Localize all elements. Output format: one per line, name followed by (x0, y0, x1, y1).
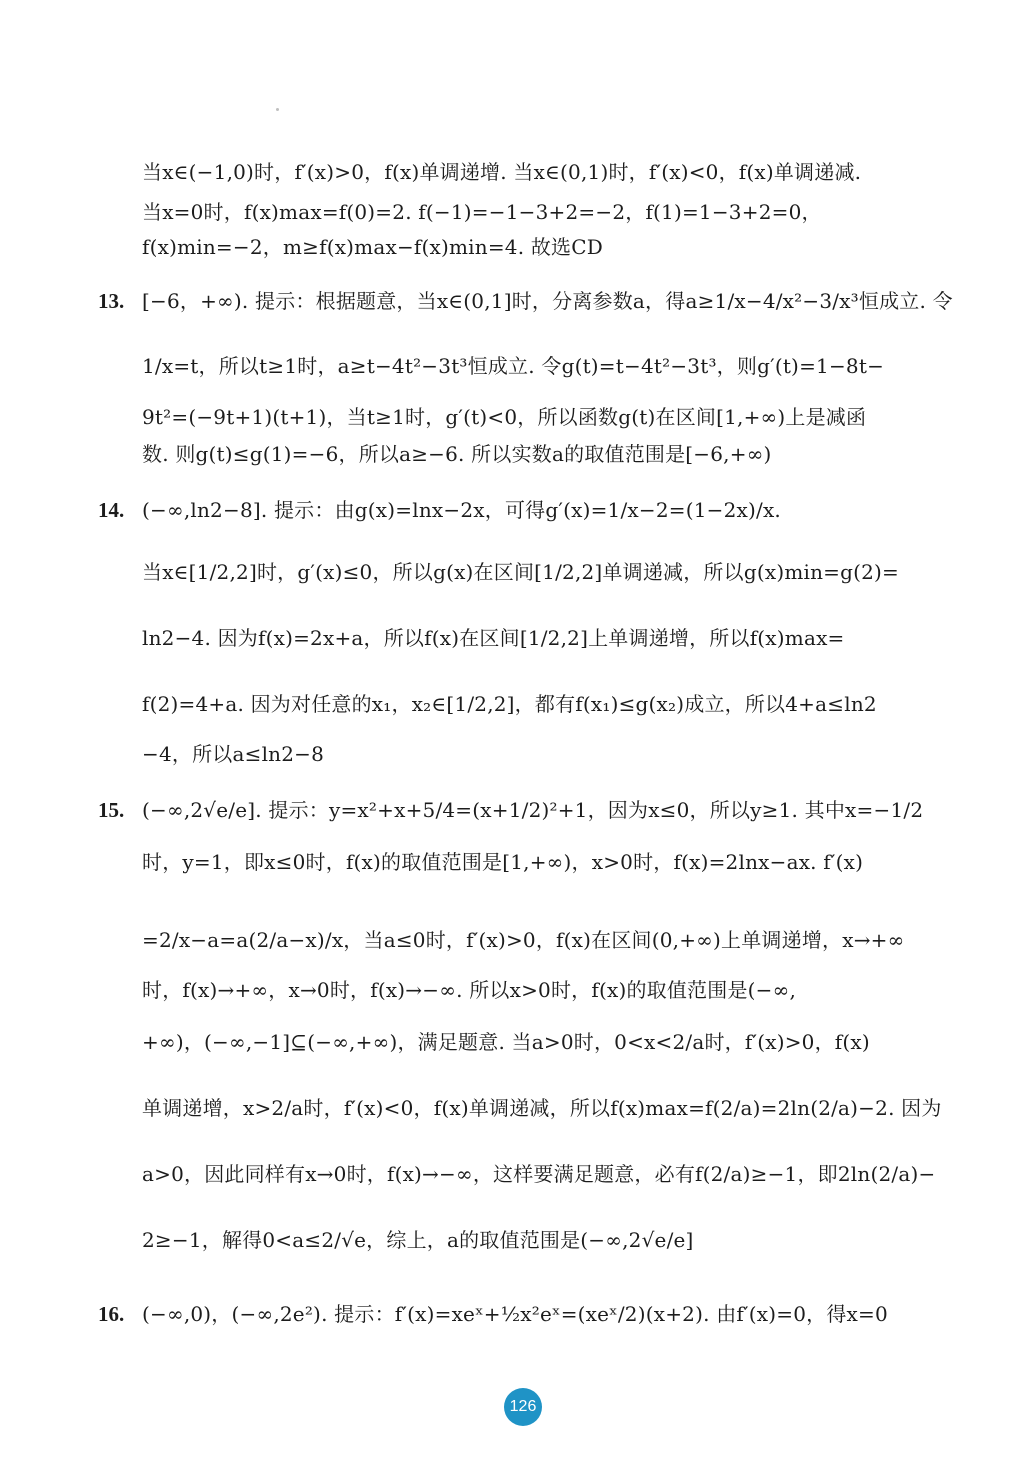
text-line: ln2−4. 因为f(x)=2x+a，所以f(x)在区间[1/2,2]上单调递增，所以f(x)max= (142, 626, 845, 650)
text-line: (−∞,2√e/e]. 提示：y=x²+x+5/4=(x+1/2)²+1，因为x≤0，所以y≥1. 其中x=−1/2 (142, 798, 924, 822)
text-line: 9t²=(−9t+1)(t+1)，当t≥1时，g′(t)<0，所以函数g(t)在区间[1,+∞)上是减函 (142, 405, 867, 429)
text-line: (−∞,ln2−8]. 提示：由g(x)=lnx−2x，可得g′(x)=1/x−2=(1−2x)/x. (142, 498, 781, 522)
text-line: a>0，因此同样有x→0时，f(x)→−∞，这样要满足题意，必有f(2/a)≥−1，即2ln(2/a)− (142, 1162, 936, 1186)
text-line: 当x∈[1/2,2]时，g′(x)≤0，所以g(x)在区间[1/2,2]单调递减，所以g(x)min=g(2)= (142, 560, 900, 584)
text-line: f(x)min=−2，m≥f(x)max−f(x)min=4. 故选CD (142, 235, 603, 259)
text-line: 时，y=1，即x≤0时，f(x)的取值范围是[1,+∞)，x>0时，f(x)=2lnx−ax. f′(x) (142, 850, 864, 874)
text-line: =2/x−a=a(2/a−x)/x，当a≤0时，f′(x)>0，f(x)在区间(0,+∞)上单调递增，x→+∞ (142, 928, 905, 952)
text-line: 单调递增，x>2/a时，f′(x)<0，f(x)单调递减，所以f(x)max=f(2/a)=2ln(2/a)−2. 因为 (142, 1096, 942, 1120)
text-line: [−6，+∞). 提示：根据题意，当x∈(0,1]时，分离参数a，得a≥1/x−4/x²−3/x³恒成立. 令 (142, 289, 953, 313)
question-number: 16. (98, 1302, 125, 1326)
text-line: 时，f(x)→+∞，x→0时，f(x)→−∞. 所以x>0时，f(x)的取值范围是(−∞, (142, 978, 797, 1002)
text-line: 1/x=t，所以t≥1时，a≥t−4t²−3t³恒成立. 令g(t)=t−4t²−3t³，则g′(t)=1−8t− (142, 354, 885, 378)
speck-mark (276, 108, 279, 111)
text-line: f(2)=4+a. 因为对任意的x₁，x₂∈[1/2,2]，都有f(x₁)≤g(x₂)成立，所以4+a≤ln2 (142, 692, 877, 716)
text-line: 2≥−1，解得0<a≤2/√e，综上，a的取值范围是(−∞,2√e/e] (142, 1228, 694, 1252)
question-number: 15. (98, 798, 125, 822)
question-number: 14. (98, 498, 125, 522)
text-line: 数. 则g(t)≤g(1)=−6，所以a≥−6. 所以实数a的取值范围是[−6,+∞) (142, 442, 772, 466)
text-line: (−∞,0)，(−∞,2e²). 提示：f′(x)=xeˣ+½x²eˣ=(xeˣ/2)(x+2). 由f′(x)=0，得x=0 (142, 1302, 888, 1326)
text-line: +∞)，(−∞,−1]⊆(−∞,+∞)，满足题意. 当a>0时，0<x<2/a时，f′(x)>0，f(x) (142, 1030, 870, 1054)
text-line: 当x=0时，f(x)max=f(0)=2. f(−1)=−1−3+2=−2，f(1)=1−3+2=0， (142, 200, 822, 224)
text-line: 当x∈(−1,0)时，f′(x)>0，f(x)单调递增. 当x∈(0,1)时，f′(x)<0，f(x)单调递减. (142, 160, 862, 184)
question-number: 13. (98, 289, 125, 313)
page-number-badge: 126 (504, 1388, 542, 1426)
text-line: −4，所以a≤ln2−8 (142, 742, 325, 766)
